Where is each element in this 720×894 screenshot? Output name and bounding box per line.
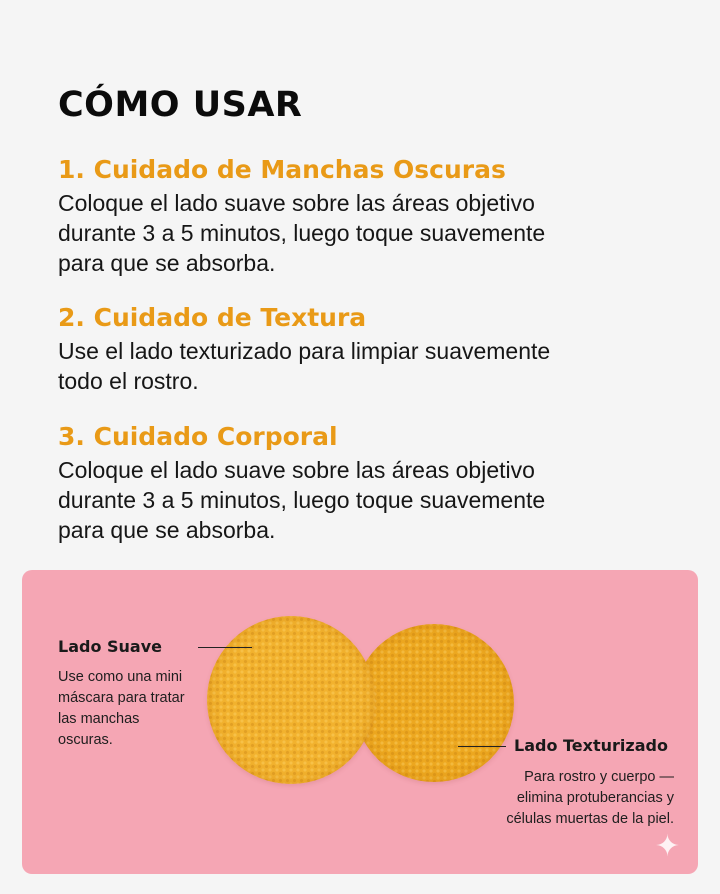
textured-pad-image xyxy=(354,624,514,782)
page-title: CÓMO USAR xyxy=(58,85,303,125)
description-line: oscuras. xyxy=(58,732,113,748)
step-description xyxy=(58,455,678,545)
step-dark-spot-care xyxy=(58,152,678,278)
description-line: las manchas xyxy=(58,711,140,727)
step-texture-care xyxy=(58,300,678,396)
step-body-care xyxy=(58,419,678,545)
step-line: durante 3 a 5 minutos, luego toque suavemente xyxy=(58,487,546,513)
smooth-pad-image xyxy=(207,616,375,784)
textured-side-description xyxy=(474,767,674,830)
smooth-side-leader-line xyxy=(198,647,252,648)
textured-side-leader-line xyxy=(458,746,506,747)
description-line: células muertas de la piel. xyxy=(506,811,674,827)
step-line: todo el rostro. xyxy=(58,368,199,394)
step-heading: 1. Cuidado de Manchas Oscuras xyxy=(58,155,506,184)
step-description xyxy=(58,336,678,396)
step-line: para que se absorba. xyxy=(58,517,276,543)
sparkle-icon: ✦ xyxy=(654,829,680,864)
smooth-side-description xyxy=(58,667,218,751)
description-line: Para rostro y cuerpo — xyxy=(524,769,674,785)
product-illustration-panel xyxy=(22,570,698,874)
step-line: durante 3 a 5 minutos, luego toque suavemente xyxy=(58,220,546,246)
step-heading: 2. Cuidado de Textura xyxy=(58,303,367,332)
smooth-side-title: Lado Suave xyxy=(58,637,162,656)
step-description xyxy=(58,188,678,278)
description-line: máscara para tratar xyxy=(58,690,185,706)
step-line: Use el lado texturizado para limpiar suavemente xyxy=(58,338,551,364)
description-line: Use como una mini xyxy=(58,669,183,685)
step-line: para que se absorba. xyxy=(58,250,276,276)
description-line: elimina protuberancias y xyxy=(516,790,674,806)
step-line: Coloque el lado suave sobre las áreas objetivo xyxy=(58,190,535,216)
step-heading: 3. Cuidado Corporal xyxy=(58,422,338,451)
textured-side-title: Lado Texturizado xyxy=(514,736,668,755)
step-line: Coloque el lado suave sobre las áreas objetivo xyxy=(58,457,535,483)
